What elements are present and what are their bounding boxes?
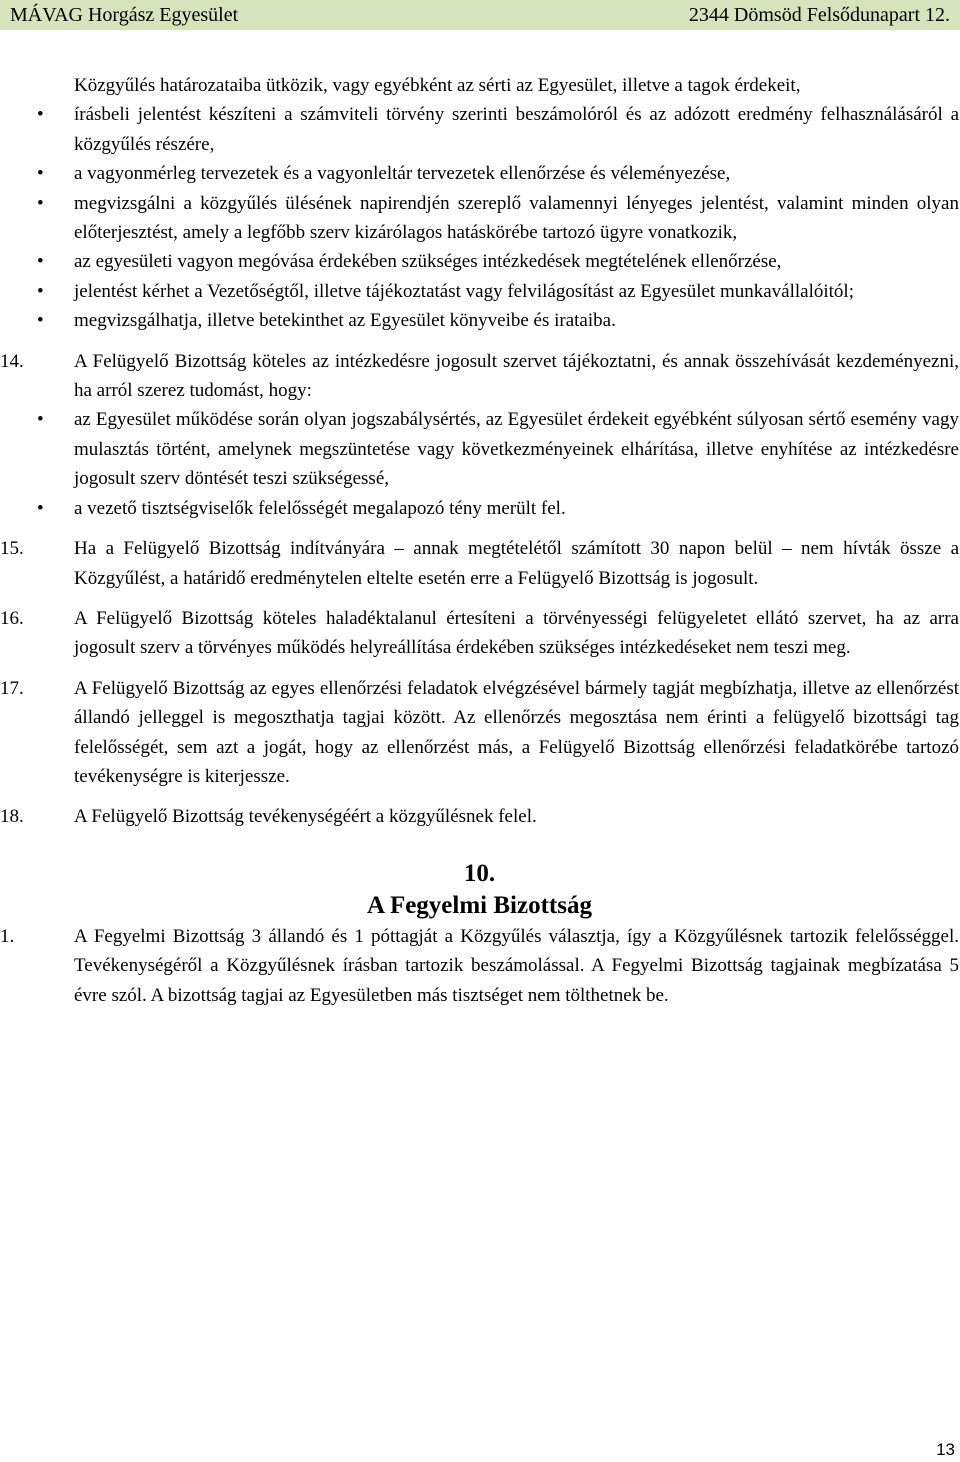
numbered-item-15: 15. Ha a Felügyelő Bizottság indítványára – annak megtételétől számított 30 napon belül – nem hívták össze a Közgyűlést, a határidő eredménytelen eltelte esetén erre a Felügyelő Bizottság is jogosult. [37,534,959,593]
list-item: • megvizsgálni a közgyűlés ülésének napirendjén szereplő valamennyi lényeges jelentést, valamint minden olyan előterjesztést, amely a legfőbb szerv kizárólagos hatáskörébe tartozó ügyre vonatkozik, [37,189,959,248]
header-address: 2344 Dömsöd Felsődunapart 12. [688,4,950,26]
page-number: 13 [936,1440,955,1459]
item-number: 15. [0,538,24,560]
item-number: 1. [0,925,15,947]
section-number: 10. [463,859,496,887]
numbered-item-16: 16. A Felügyelő Bizottság köteles haladéktalanul értesíteni a törvényességi felügyeletet ellátó szervet, ha az arra jogosult szerv a törvényes működés helyreállítása érdekében szükséges intézkedéseket nem teszi meg. [37,604,959,663]
continuation-paragraph: Közgyűlés határozataiba ütközik, vagy egyébként az sérti az Egyesület, illetve a tagok érdekeit, [74,75,801,96]
list-item: • az egyesületi vagyon megóvása érdekében szükséges intézkedések megtételének ellenőrzése, [37,247,959,276]
section-title: A Fegyelmi Bizottság [367,891,592,919]
bullet-icon: • [37,409,44,431]
bullet-icon: • [37,251,44,273]
page-header [0,0,960,30]
list-item: • megvizsgálhatja, illetve betekinthet az Egyesület könyveibe és irataiba. [37,306,959,335]
bullet-icon: • [37,163,44,185]
bullet-icon: • [37,310,44,332]
item-number: 18. [0,806,24,828]
list-item: • a vagyonmérleg tervezetek és a vagyonleltár tervezetek ellenőrzése és véleményezése, [37,159,959,188]
item-number: 17. [0,677,24,699]
numbered-item-1: 1. A Fegyelmi Bizottság 3 állandó és 1 póttagját a Közgyűlés választja, így a Közgyűlésnek tartozik felelősséggel. Tevékenységéről a Közgyűlésnek írásban tartozik beszámolással. A Fegyelmi Bizottság tagjainak megbízatása 5 évre szól. A bizottság tagjai az Egyesületben más tisztséget nem tölthetnek be. [37,922,959,1010]
header-organization: MÁVAG Horgász Egyesület [10,4,239,26]
numbered-item-14: 14. A Felügyelő Bizottság köteles az intézkedésre jogosult szervet tájékoztatni, és annak összehívását kezdeményezni, ha arról szerez tudomást, hogy: [37,347,959,406]
section-heading [0,858,959,922]
bullet-icon: • [37,192,44,214]
numbered-item-17: 17. A Felügyelő Bizottság az egyes ellenőrzési feladatok elvégzésével bármely tagját megbízhatja, illetve az ellenőrzést állandó jelleggel is megoszthatja tagjai között. Az ellenőrzés megosztása nem érinti a felügyelő bizottsági tag felelősségét, sem azt a jogát, hogy az ellenőrzést más, a Felügyelő Bizottság ellenőrzési feladatkörébe tartozó tevékenységre is kiterjessze. [37,674,959,792]
list-item: • a vezető tisztségviselők felelősségét megalapozó tény merült fel. [37,494,959,523]
bullet-icon: • [37,497,44,519]
item-number: 14. [0,350,24,372]
bullet-icon: • [37,280,44,302]
item-number: 16. [0,607,24,629]
numbered-item-18: 18. A Felügyelő Bizottság tevékenységéért a közgyűlésnek felel. [37,802,959,831]
bullet-icon: • [37,104,44,126]
list-item: • jelentést kérhet a Vezetőségtől, illetve tájékoztatást vagy felvilágosítást az Egyesület munkavállalóitól; [37,277,959,306]
list-item: • az Egyesület működése során olyan jogszabálysértés, az Egyesület érdekeit egyébként súlyosan sértő esemény vagy mulasztás történt, amelynek megszüntetése vagy következményeinek elhárítása, illetve enyhítése az intézkedésre jogosult szerv döntését teszi szükségessé, [37,405,959,493]
list-item: • írásbeli jelentést készíteni a számviteli törvény szerinti beszámolóról és az adózott eredmény felhasználásáról a közgyűlés részére, [37,100,959,159]
document-body [0,71,959,1010]
